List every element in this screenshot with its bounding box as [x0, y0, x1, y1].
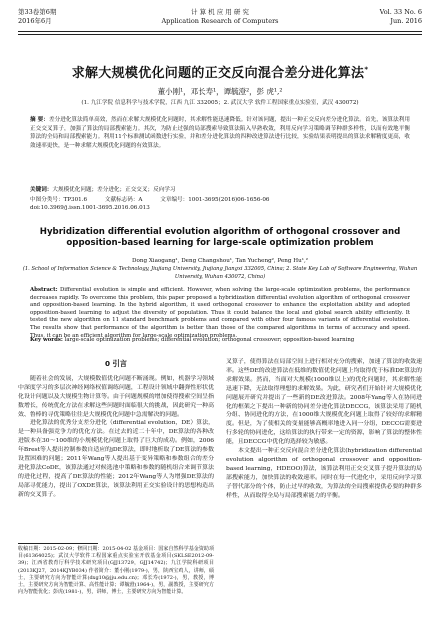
paper-title — [10, 62, 430, 81]
body-paragraph: 叉算子，使得算法在局部空间上进行相对充分的搜索，加速了算法的收敛速率。这些DE的改进算法在低维的数值优化问题上均取得优于标准DE算法的求解效果。然而，当面对大规模(1000维以上)的优化问题时，其求解性能迅速下降，无法取得理想的求解效果。为此，研究者们开始针对大规模优化问题展开研究并提出了一些新的DE改进算法。2008年Yang等人在协同进化的框架之下提出一种新的协同差分进化算法DECCG，该算法采用了随机分组、协同进化的方法，在1000维大规模优化问题上取得了较好的求解精度。但是，为了使相关的变量能够高概率地进入同一分组，DECCG需要进行多轮的协同进化，这给算法的执行带来一定的资源，影响了算法的整体性能，且DECCG中优化的选择较为敏感。 — [226, 359, 422, 446]
classification-info — [30, 196, 410, 205]
abstract-cn-label: 摘 要： — [30, 117, 49, 123]
abstract-cn — [30, 116, 410, 150]
abstract-cn-text: 差分进化算法简单高效，然而在求解大规模优化问题时，其求解性能迅速降低。针对该问题，提出一种正交反向差分进化算法。首先，该算法利用正交交叉算子，加强了算法的局部搜索能力。其次，为防止过强的局部搜索导致算法陷入早熟收敛，利用反向学习策略调节种群多样性，以而有效地平衡算法的全局和局部搜索能力。利用11个标准测试函数进行实验，并和差分进化算法的四种改进算法进行比较，实验结果表明提出的算法求解精度更高，收敛速率更快，是一种求解大规模优化问题的有效算法。 — [30, 117, 410, 149]
footnote-rule — [18, 543, 98, 544]
journal-name-en: Application Research of Computers — [161, 16, 279, 25]
paper-title-text: 求解大规模优化问题的正交反向混合差分进化算法 — [71, 66, 365, 81]
body-paragraph: 本文提出一种正交反向混合差分进化算法(hybridization differential evolution algorithm of orthogonal crossover and opposition-based learning，HDEOO)算法，该算法利用正交交叉算子提升算法的局部搜索能力，加快算法的收敛速率。同时在每一代进化中，采用反向学习算子替代部分的个体，防止过早的收敛，为算法的全局搜索提供必要的种群多样性，从而取得全局与局部搜索能力的平衡。 — [226, 448, 422, 499]
header-right — [380, 8, 422, 25]
body-paragraph: 进化算法的优秀分支差分进化（differential evolution，DE）算法，是一种具备强竞争力的优化方法。在过去的近二十年中，DE算法的各种改进版本在30～100维的小规模优化问题上取得了巨大的成功。例如，2006年Brest等人提出控制参数自适应的jDE算法，即时地析取了DE算法的参数设置困难的问题；2011年Wang等人提出基于变异策略和参数组合的差分进化算法CoDE，该算法通过对候选池中策略和参数的随机组合来调节算法的进化过程，提高了DE算法的性能；2012年Wang等人为增强DE算法的局部寻优能力，提出了OXDE算法，该算法利用正交实验设计的思想构造出新的交叉算子。 — [18, 420, 214, 498]
affiliation-cn: (1. 九江学院 信息科学与技术学院，江西 九江 332005；2. 武汉大学 软件工程国家重点实验室，武汉 430072) — [81, 100, 359, 106]
volume-issue-en: Vol. 33 No. 6 — [379, 8, 422, 16]
header-rule-thin — [18, 34, 422, 35]
doi: doi:10.3969/j.issn.1001-3695.2016.06.013 — [30, 205, 150, 211]
header-rule-thick — [18, 31, 422, 32]
keywords-cn-label: 关键词： — [30, 187, 53, 193]
paper-title-en: Hybridization differential evolution algorithm of orthogonal crossover and opposition-based learning for large-scale optimization problem — [39, 227, 401, 248]
authors-cn: 董小刚¹，邓长寿¹，谭毓澄²，彭 虎¹,² — [157, 87, 283, 96]
keywords-en — [30, 337, 410, 345]
keywords-en-text: large-scale optimization problems; differential evolution; orthogonal crossover; opposition-based learning — [64, 337, 355, 343]
body-column-right — [226, 358, 422, 501]
body-paragraph: 随着社会的发展，大规模数值优化问题不断涌现。例如，机器学习领域中深度学习的多层次神经网络权值调练问题，工程设计领域中翻弹性形状优化设计问题以及大规模生物计算等。由于问题规模的增加使得搜索空间呈指数增长，传统优化方法在求解这些问题时面临很大的挑战，因此研究一种高效、鲁棒的寻优策略往往是大规模优化问题中急需解决的问题。 — [18, 375, 214, 418]
abstract-en-text: Differential evolution is simple and efficient. However, when solving the large-scale optimization problems, the performance decreases rapidly. To overcome this problem, this paper proposed a hybridization differential evolution algorithm of orthogonal crossover and opposition-based learning. In the hybrid algorithm, it used orthogonal crossover to enhance the exploitation ability and adopted opposition-based learning to adjust the diversity of population. Thus it could balance the local and global search ability efficiently. It tested the new algorithm on 11 standard benchmark problems and compared with other four famous variants of differential evolution. The results show that performance of the algorithm is better than those of the compared algorithms in terms of accuracy and speed. Thus, it can be an efficient algorithm for large-scale optimization problems. — [30, 287, 410, 339]
footnote: 收稿日期：2015-02-09；修回日期：2015-04-02 基金项目：国家自然科学基金资助项目(61364025)；武汉大学软件工程国家重点实验室开放基金项目(SKLSE2012-09-39)；江西省教育厅科学技术研究项目(GJJ13729，GJJ14742)；九江学院科研项目(2013KJ27，2014KJYB034) 作者简介：董小刚(1979-)，男，陕西宝鸡人，讲师，硕士，主要研究方向为智能计算(dxg10@jju.edu.cn)；邓长寿(1972-)，男，教授，博士，主要研究方向为智能计算、高性能计算；谭毓澄(1964-)，男，副教授，主要研究方向为智能优化；彭虎(1981-)，男，讲师，博士，主要研究方向为智能计算。 — [18, 546, 214, 596]
title-footnote-mark: * — [364, 65, 369, 74]
authors-en: Dong Xiaogang¹, Deng Changshou¹, Tan Yucheng², Peng Hu¹,² — [132, 258, 308, 264]
header-center — [18, 8, 422, 25]
affiliation-en: (1. School of Information Science & Technology, Jiujiang University, Jiujiang Jiangxi 332005, China; 2. State Key Lab of Software Engineering, Wuhan University, Wuhan 430072, China) — [22, 266, 418, 280]
clc-number: 中图分类号：TP301.6 — [30, 197, 88, 203]
date-cn: 2016年6月 — [18, 16, 52, 25]
volume-issue-cn: 第33卷第6期 — [18, 8, 57, 16]
keywords-cn-text: 大规模优化问题；差分进化；正交交叉；反向学习 — [52, 187, 176, 193]
journal-name-cn: 计 算 机 应 用 研 究 — [191, 8, 249, 16]
abstract-en-label: Abstract: — [30, 287, 58, 293]
keywords-en-label: Key words: — [30, 337, 63, 343]
abstract-en — [30, 287, 410, 340]
document-code: 文献标志码：A — [104, 197, 143, 203]
section-heading-intro: 0 引言 — [105, 359, 127, 368]
date-en: Jun. 2016 — [390, 16, 422, 25]
keywords-cn — [30, 186, 410, 194]
body-column-left — [18, 358, 214, 500]
article-number: 文章编号：1001-3695(2016)06-1656-06 — [160, 197, 270, 203]
